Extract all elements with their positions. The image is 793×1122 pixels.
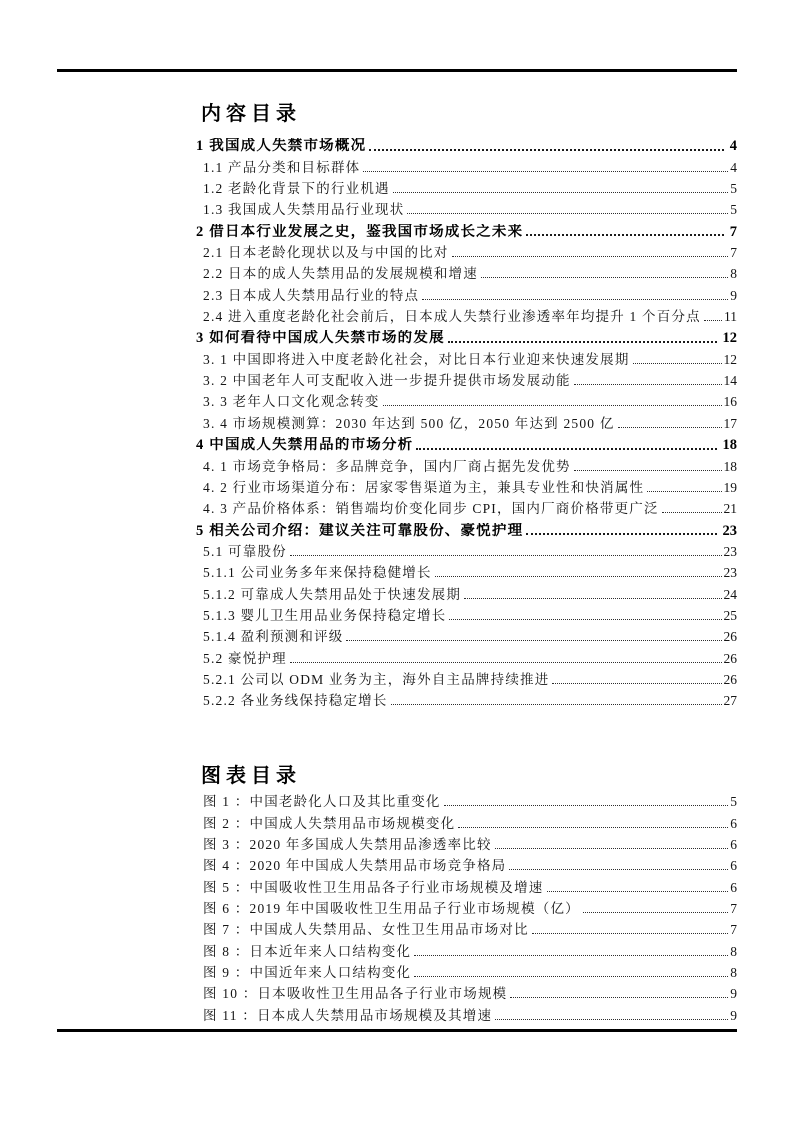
- toc-entry-label: 图 11 ：日本成人失禁用品市场规模及其增速: [203, 1007, 493, 1023]
- toc-entry[interactable]: [196, 240, 737, 261]
- toc-entry-page: 19: [723, 479, 737, 495]
- toc-entry-label: 图 9 ：中国近年来人口结构变化: [203, 965, 412, 981]
- figures-title: 图表目录: [201, 765, 301, 787]
- toc-entry-label: 4. 2 行业市场渠道分布：居家零售渠道为主，兼具专业性和快消属性: [203, 479, 645, 495]
- toc-entry[interactable]: [196, 176, 737, 197]
- toc-entry-page: 4: [730, 159, 737, 175]
- toc-entry-page: 14: [723, 373, 737, 389]
- dot-leader: [369, 149, 723, 151]
- toc-entry-page: 12: [723, 351, 737, 367]
- toc-entry-label: 图 6 ：2019 年中国吸收性卫生用品子行业市场规模（亿）: [203, 901, 580, 917]
- toc-entry-label: 2.1 日本老龄化现状以及与中国的比对: [203, 245, 449, 261]
- toc-entry[interactable]: [196, 475, 737, 496]
- toc-entry-page: 23: [723, 543, 737, 559]
- toc-entry-label: 图 4 ：2020 年中国成人失禁用品市场竞争格局: [203, 858, 507, 874]
- toc-entry[interactable]: [196, 789, 737, 810]
- toc-entry-page: 27: [723, 693, 737, 709]
- dot-leader: [552, 683, 721, 684]
- toc-entry-page: 8: [730, 266, 737, 282]
- dot-leader: [481, 277, 728, 278]
- toc-entry[interactable]: [196, 325, 737, 346]
- toc-entry-label: 图 3 ：2020 年多国成人失禁用品渗透率比较: [203, 837, 492, 853]
- toc-entry-label: 图 5 ：中国吸收性卫生用品各子行业市场规模及增速: [203, 879, 544, 895]
- toc-entry-page: 24: [723, 586, 737, 602]
- toc-entry-page: 23: [722, 522, 737, 539]
- toc-entry-label: 2.3 日本成人失禁用品行业的特点: [203, 287, 420, 303]
- toc-entry-label: 3. 2 中国老年人可支配收入进一步提升提供市场发展动能: [203, 373, 571, 389]
- toc-entry-page: 17: [723, 415, 737, 431]
- toc-entry[interactable]: [196, 1002, 737, 1023]
- toc-entry[interactable]: [196, 368, 737, 389]
- dot-leader: [510, 997, 728, 998]
- toc-entry-label: 3. 4 市场规模测算：2030 年达到 500 亿，2050 年达到 2500 亿: [203, 415, 615, 431]
- toc-entry[interactable]: [196, 261, 737, 282]
- toc-entry-page: 9: [730, 986, 737, 1002]
- toc-entry-label: 2.4 进入重度老龄化社会前后，日本成人失禁行业渗透率年均提升 1 个百分点: [203, 309, 701, 325]
- toc-entry-label: 5.2.2 各业务线保持稳定增长: [203, 693, 388, 709]
- toc-entry-label: 2 借日本行业发展之史，鉴我国市场成长之未来: [196, 223, 524, 240]
- toc-entry-label: 5.1.3 婴儿卫生用品业务保持稳定增长: [203, 607, 447, 623]
- toc-entry-label: 图 7 ：中国成人失禁用品、女性卫生用品市场对比: [203, 922, 529, 938]
- toc-entry[interactable]: [196, 874, 737, 895]
- toc-entry[interactable]: [196, 624, 737, 645]
- dot-leader: [435, 576, 722, 577]
- dot-leader: [633, 363, 722, 364]
- dot-leader: [407, 213, 728, 214]
- toc-entry[interactable]: [196, 581, 737, 602]
- header-rule: [57, 69, 737, 72]
- dot-leader: [416, 448, 716, 450]
- toc-entry-page: 9: [730, 287, 737, 303]
- toc-entry[interactable]: [196, 560, 737, 581]
- toc-entry-page: 18: [722, 437, 737, 454]
- toc-entry[interactable]: [196, 938, 737, 959]
- toc-entry[interactable]: [196, 853, 737, 874]
- toc-entry[interactable]: [196, 688, 737, 709]
- toc-entry-label: 2.2 日本的成人失禁用品的发展规模和增速: [203, 266, 478, 282]
- toc-entry-label: 3. 3 老年人口文化观念转变: [203, 394, 380, 410]
- dot-leader: [346, 640, 721, 641]
- toc-entry-label: 5.2 豪悦护理: [203, 650, 287, 666]
- toc-entry[interactable]: [196, 453, 737, 474]
- toc-entry-page: 26: [723, 629, 737, 645]
- toc-entry-label: 图 2 ：中国成人失禁用品市场规模变化: [203, 815, 456, 831]
- toc-entry[interactable]: [196, 346, 737, 367]
- toc-entry-label: 3. 1 中国即将进入中度老龄化社会，对比日本行业迎来快速发展期: [203, 351, 630, 367]
- toc-entry-page: 25: [723, 607, 737, 623]
- dot-leader: [363, 171, 728, 172]
- toc-entry[interactable]: [196, 981, 737, 1002]
- toc-entry[interactable]: [196, 667, 737, 688]
- contents-list: [196, 133, 737, 709]
- toc-entry-label: 1.2 老龄化背景下的行业机遇: [203, 181, 390, 197]
- toc-entry[interactable]: [196, 896, 737, 917]
- toc-entry-label: 图 8 ：日本近年来人口结构变化: [203, 943, 412, 959]
- dot-leader: [574, 384, 722, 385]
- toc-entry-label: 1.3 我国成人失禁用品行业现状: [203, 202, 405, 218]
- dot-leader: [495, 1019, 728, 1020]
- toc-entry-page: 5: [730, 202, 737, 218]
- toc-entry-label: 1 我国成人失禁市场概况: [196, 138, 367, 155]
- toc-entry[interactable]: [196, 832, 737, 853]
- footer-rule: [57, 1029, 737, 1032]
- toc-entry-label: 5.1.4 盈利预测和评级: [203, 629, 344, 645]
- dot-leader: [662, 512, 722, 513]
- toc-entry[interactable]: [196, 432, 737, 453]
- toc-entry-label: 4 中国成人失禁用品的市场分析: [196, 437, 414, 454]
- toc-entry-label: 4. 3 产品价格体系：销售端均价变化同步 CPI，国内厂商价格带更广泛: [203, 501, 659, 517]
- dot-leader: [383, 405, 722, 406]
- toc-entry-label: 图 1 ：中国老龄化人口及其比重变化: [203, 794, 441, 810]
- toc-entry[interactable]: [196, 304, 737, 325]
- dot-leader: [464, 598, 721, 599]
- toc-entry[interactable]: [196, 282, 737, 303]
- toc-entry-label: 4. 1 市场竞争格局：多品牌竞争，国内厂商占据先发优势: [203, 458, 571, 474]
- dot-leader: [647, 491, 721, 492]
- toc-entry-label: 图 10 ：日本吸收性卫生用品各子行业市场规模: [203, 986, 508, 1002]
- dot-leader: [444, 805, 729, 806]
- toc-entry[interactable]: [196, 389, 737, 410]
- toc-entry-page: 6: [730, 837, 737, 853]
- toc-entry-page: 26: [723, 650, 737, 666]
- toc-entry[interactable]: [196, 154, 737, 175]
- contents-title: 内容目录: [201, 103, 301, 125]
- toc-entry[interactable]: [196, 960, 737, 981]
- dot-leader: [574, 470, 722, 471]
- toc-entry-label: 5 相关公司介绍：建议关注可靠股份、豪悦护理: [196, 522, 524, 539]
- toc-entry-page: 8: [730, 965, 737, 981]
- toc-entry-page: 16: [723, 394, 737, 410]
- dot-leader: [458, 827, 728, 828]
- dot-leader: [526, 234, 723, 236]
- toc-entry-label: 5.2.1 公司以 ODM 业务为主，海外自主品牌持续推进: [203, 671, 550, 687]
- dot-leader: [509, 869, 728, 870]
- dot-leader: [583, 912, 728, 913]
- toc-entry[interactable]: [196, 197, 737, 218]
- toc-entry-page: 9: [730, 1007, 737, 1023]
- dot-leader: [290, 555, 722, 556]
- toc-entry-label: 5.1 可靠股份: [203, 543, 287, 559]
- toc-entry[interactable]: [196, 603, 737, 624]
- dot-leader: [495, 848, 729, 849]
- toc-entry-page: 6: [730, 858, 737, 874]
- toc-entry-page: 5: [730, 181, 737, 197]
- dot-leader: [393, 192, 729, 193]
- toc-entry-page: 7: [730, 245, 737, 261]
- toc-entry-page: 4: [729, 138, 737, 155]
- toc-entry-page: 6: [730, 879, 737, 895]
- toc-entry[interactable]: [196, 410, 737, 431]
- toc-entry-page: 5: [730, 794, 737, 810]
- toc-entry-page: 11: [724, 309, 737, 325]
- dot-leader: [618, 427, 722, 428]
- toc-entry-page: 12: [722, 330, 737, 347]
- toc-entry-page: 6: [730, 815, 737, 831]
- dot-leader: [704, 320, 722, 321]
- dot-leader: [391, 704, 722, 705]
- dot-leader: [449, 619, 721, 620]
- toc-entry[interactable]: [196, 496, 737, 517]
- dot-leader: [422, 299, 728, 300]
- toc-entry-label: 5.1.1 公司业务多年来保持稳健增长: [203, 565, 432, 581]
- toc-entry-page: 21: [723, 501, 737, 517]
- toc-entry-page: 8: [730, 943, 737, 959]
- dot-leader: [526, 533, 716, 535]
- toc-entry[interactable]: [196, 218, 737, 239]
- toc-entry-page: 23: [723, 565, 737, 581]
- toc-entry[interactable]: [196, 917, 737, 938]
- toc-entry-label: 5.1.2 可靠成人失禁用品处于快速发展期: [203, 586, 462, 602]
- toc-entry-page: 7: [729, 223, 737, 240]
- figures-list: [196, 789, 737, 1024]
- toc-entry-page: 26: [723, 671, 737, 687]
- toc-entry[interactable]: [196, 517, 737, 538]
- toc-entry-page: 18: [723, 458, 737, 474]
- dot-leader: [532, 933, 728, 934]
- toc-entry[interactable]: [196, 133, 737, 154]
- dot-leader: [414, 976, 728, 977]
- dot-leader: [452, 256, 729, 257]
- dot-leader: [290, 662, 722, 663]
- dot-leader: [414, 955, 728, 956]
- toc-entry-label: 3 如何看待中国成人失禁市场的发展: [196, 330, 445, 347]
- dot-leader: [448, 341, 717, 343]
- dot-leader: [547, 891, 729, 892]
- toc-entry-page: 7: [730, 901, 737, 917]
- toc-entry[interactable]: [196, 810, 737, 831]
- toc-entry-page: 7: [730, 922, 737, 938]
- toc-entry[interactable]: [196, 539, 737, 560]
- toc-entry[interactable]: [196, 645, 737, 666]
- toc-entry-label: 1.1 产品分类和目标群体: [203, 159, 361, 175]
